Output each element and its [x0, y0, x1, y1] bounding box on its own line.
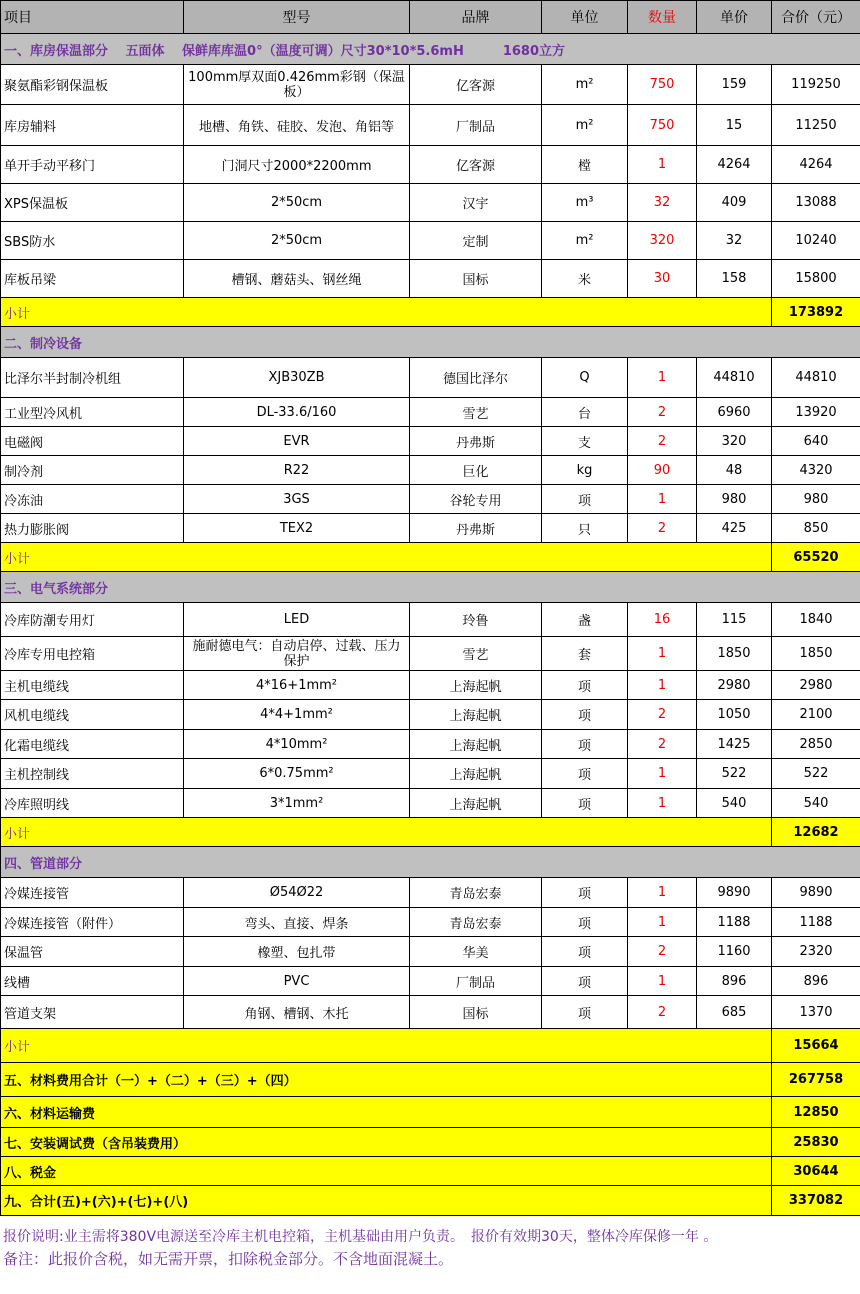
section-title: 一、库房保温部分 五面体 保鲜库库温0°（温度可调）尺寸30*10*5.6mH 1680立方	[1, 34, 860, 65]
table-row	[1, 637, 860, 671]
cell-price: 9890	[697, 878, 772, 908]
cell-model: PVC	[184, 967, 410, 996]
table-row	[1, 967, 860, 996]
total-label: 五、材料费用合计（一）+（二）+（三）+（四）	[1, 1063, 772, 1097]
table-row	[1, 996, 860, 1029]
total-value: 25830	[772, 1128, 860, 1157]
cell-total: 15800	[772, 260, 860, 298]
cell-total: 1188	[772, 908, 860, 937]
cell-total: 11250	[772, 105, 860, 146]
total-row	[1, 1186, 860, 1216]
cell-brand: 青岛宏泰	[410, 878, 542, 908]
cell-total: 2320	[772, 937, 860, 967]
cell-item: 冷库照明线	[1, 789, 184, 818]
header-cell: 单价	[697, 1, 772, 34]
cell-total: 640	[772, 427, 860, 456]
cell-qty: 1	[628, 789, 697, 818]
cell-item: 主机控制线	[1, 759, 184, 789]
total-row	[1, 1097, 860, 1128]
cell-qty: 32	[628, 184, 697, 222]
cell-total: 522	[772, 759, 860, 789]
cell-item: 化霜电缆线	[1, 730, 184, 759]
cell-price: 1425	[697, 730, 772, 759]
subtotal-row	[1, 818, 860, 847]
cell-price: 409	[697, 184, 772, 222]
cell-unit: 台	[542, 398, 628, 427]
cell-model: 100mm厚双面0.426mm彩钢（保温板）	[184, 65, 410, 105]
cell-total: 2980	[772, 671, 860, 700]
cell-total: 119250	[772, 65, 860, 105]
section-title-row	[1, 572, 860, 603]
section-title-row	[1, 34, 860, 65]
cell-model: 3*1mm²	[184, 789, 410, 818]
section-title-row	[1, 327, 860, 358]
cell-qty: 2	[628, 937, 697, 967]
cell-price: 896	[697, 967, 772, 996]
cell-price: 115	[697, 603, 772, 637]
table-row	[1, 260, 860, 298]
table-row	[1, 358, 860, 398]
cell-total: 13920	[772, 398, 860, 427]
cell-total: 9890	[772, 878, 860, 908]
subtotal-row	[1, 543, 860, 572]
subtotal-value: 65520	[772, 543, 860, 572]
cell-model: EVR	[184, 427, 410, 456]
total-row	[1, 1128, 860, 1157]
table-row	[1, 671, 860, 700]
subtotal-label: 小计	[1, 818, 772, 847]
subtotal-row	[1, 298, 860, 327]
cell-unit: 项	[542, 759, 628, 789]
cell-price: 1050	[697, 700, 772, 730]
cell-brand: 厂制品	[410, 105, 542, 146]
cell-total: 13088	[772, 184, 860, 222]
cell-model: 地槽、角铁、硅胶、发泡、角铝等	[184, 105, 410, 146]
cell-unit: 米	[542, 260, 628, 298]
cell-brand: 定制	[410, 222, 542, 260]
cell-total: 1850	[772, 637, 860, 671]
table-row	[1, 184, 860, 222]
cell-price: 1850	[697, 637, 772, 671]
cell-qty: 320	[628, 222, 697, 260]
cell-brand: 华美	[410, 937, 542, 967]
header-cell: 项目	[1, 1, 184, 34]
subtotal-label: 小计	[1, 543, 772, 572]
cell-price: 2980	[697, 671, 772, 700]
cell-model: 门洞尺寸2000*2200mm	[184, 146, 410, 184]
cell-price: 540	[697, 789, 772, 818]
cell-price: 6960	[697, 398, 772, 427]
cell-model: 2*50cm	[184, 184, 410, 222]
cell-unit: 项	[542, 937, 628, 967]
cell-total: 850	[772, 514, 860, 543]
cell-brand: 青岛宏泰	[410, 908, 542, 937]
section-title: 三、电气系统部分	[1, 572, 860, 603]
cell-qty: 2	[628, 398, 697, 427]
cell-item: 聚氨酯彩钢保温板	[1, 65, 184, 105]
cell-price: 4264	[697, 146, 772, 184]
table-row	[1, 427, 860, 456]
cell-item: 制冷剂	[1, 456, 184, 485]
cell-price: 159	[697, 65, 772, 105]
cell-qty: 2	[628, 996, 697, 1029]
cell-total: 896	[772, 967, 860, 996]
cell-price: 425	[697, 514, 772, 543]
total-label: 八、税金	[1, 1157, 772, 1186]
subtotal-row	[1, 1029, 860, 1063]
cell-brand: 上海起帆	[410, 759, 542, 789]
table-row	[1, 759, 860, 789]
cell-model: DL-33.6/160	[184, 398, 410, 427]
cell-item: 冷库专用电控箱	[1, 637, 184, 671]
cell-brand: 厂制品	[410, 967, 542, 996]
cell-brand: 汉宇	[410, 184, 542, 222]
cell-brand: 国标	[410, 260, 542, 298]
cell-brand: 上海起帆	[410, 671, 542, 700]
quote-note: 报价说明:业主需将380V电源送至冷库主机电控箱，主机基础由用户负责。 报价有效期30天，整体冷库保修一年 。	[3, 1229, 718, 1245]
table-row	[1, 222, 860, 260]
cell-brand: 玲鲁	[410, 603, 542, 637]
cell-unit: Q	[542, 358, 628, 398]
section-title: 四、管道部分	[1, 847, 860, 878]
table-row	[1, 908, 860, 937]
total-label: 六、材料运输费	[1, 1097, 772, 1128]
notes-block	[0, 1216, 860, 1270]
total-row	[1, 1157, 860, 1186]
header-cell: 品牌	[410, 1, 542, 34]
cell-item: 冷库防潮专用灯	[1, 603, 184, 637]
cell-unit: m²	[542, 105, 628, 146]
cell-brand: 上海起帆	[410, 789, 542, 818]
cell-model: 弯头、直接、焊条	[184, 908, 410, 937]
cell-qty: 1	[628, 637, 697, 671]
cell-qty: 1	[628, 759, 697, 789]
cell-brand: 雪艺	[410, 637, 542, 671]
cell-model: 2*50cm	[184, 222, 410, 260]
cell-item: SBS防水	[1, 222, 184, 260]
cell-total: 44810	[772, 358, 860, 398]
cell-model: 橡塑、包扎带	[184, 937, 410, 967]
total-value: 267758	[772, 1063, 860, 1097]
cell-unit: 只	[542, 514, 628, 543]
cell-qty: 1	[628, 358, 697, 398]
cell-price: 158	[697, 260, 772, 298]
cell-brand: 德国比泽尔	[410, 358, 542, 398]
cell-unit: 项	[542, 789, 628, 818]
cell-brand: 谷轮专用	[410, 485, 542, 514]
header-cell: 数量	[628, 1, 697, 34]
cell-total: 540	[772, 789, 860, 818]
cell-price: 522	[697, 759, 772, 789]
cell-item: 冷冻油	[1, 485, 184, 514]
cell-brand: 亿客源	[410, 65, 542, 105]
cell-qty: 1	[628, 485, 697, 514]
remark-note: 备注：此报价含税，如无需开票，扣除税金部分。不含地面混凝土。	[3, 1250, 454, 1268]
cell-qty: 1	[628, 967, 697, 996]
table-row	[1, 398, 860, 427]
total-label: 七、安装调试费（含吊装费用）	[1, 1128, 772, 1157]
cell-total: 10240	[772, 222, 860, 260]
cell-item: 热力膨胀阀	[1, 514, 184, 543]
table-row	[1, 105, 860, 146]
table-row	[1, 878, 860, 908]
cell-qty: 750	[628, 105, 697, 146]
cell-qty: 1	[628, 671, 697, 700]
header-cell: 型号	[184, 1, 410, 34]
cell-qty: 1	[628, 146, 697, 184]
subtotal-value: 173892	[772, 298, 860, 327]
cell-model: XJB30ZB	[184, 358, 410, 398]
table-row	[1, 65, 860, 105]
total-row	[1, 1063, 860, 1097]
subtotal-value: 15664	[772, 1029, 860, 1063]
table-row	[1, 789, 860, 818]
cell-price: 1188	[697, 908, 772, 937]
cell-brand: 丹弗斯	[410, 427, 542, 456]
table-row	[1, 485, 860, 514]
cell-unit: 套	[542, 637, 628, 671]
subtotal-value: 12682	[772, 818, 860, 847]
table-row	[1, 514, 860, 543]
cell-unit: 项	[542, 967, 628, 996]
cell-total: 4320	[772, 456, 860, 485]
cell-brand: 丹弗斯	[410, 514, 542, 543]
cell-unit: 项	[542, 878, 628, 908]
cell-item: 冷媒连接管	[1, 878, 184, 908]
cell-qty: 90	[628, 456, 697, 485]
cell-model: 4*16+1mm²	[184, 671, 410, 700]
cell-model: 角钢、槽钢、木托	[184, 996, 410, 1029]
cell-qty: 2	[628, 427, 697, 456]
total-value: 30644	[772, 1157, 860, 1186]
cell-qty: 16	[628, 603, 697, 637]
cell-item: 电磁阀	[1, 427, 184, 456]
cell-price: 15	[697, 105, 772, 146]
subtotal-label: 小计	[1, 298, 772, 327]
cell-unit: 项	[542, 671, 628, 700]
cell-qty: 2	[628, 730, 697, 759]
section-title: 二、制冷设备	[1, 327, 860, 358]
cell-unit: 项	[542, 908, 628, 937]
subtotal-label: 小计	[1, 1029, 772, 1063]
cell-price: 44810	[697, 358, 772, 398]
cell-total: 980	[772, 485, 860, 514]
cell-item: 风机电缆线	[1, 700, 184, 730]
cell-item: 保温管	[1, 937, 184, 967]
cell-unit: kg	[542, 456, 628, 485]
cell-model: Ø54Ø22	[184, 878, 410, 908]
cell-total: 1840	[772, 603, 860, 637]
cell-item: 主机电缆线	[1, 671, 184, 700]
total-label: 九、合计(五)+(六)+(七)+(八)	[1, 1186, 772, 1216]
cell-item: 管道支架	[1, 996, 184, 1029]
cell-item: 库板吊梁	[1, 260, 184, 298]
cell-brand: 上海起帆	[410, 700, 542, 730]
table-row	[1, 456, 860, 485]
table-row	[1, 700, 860, 730]
cell-price: 48	[697, 456, 772, 485]
cell-model: 3GS	[184, 485, 410, 514]
cell-price: 685	[697, 996, 772, 1029]
cell-unit: 项	[542, 996, 628, 1029]
cell-model: LED	[184, 603, 410, 637]
cell-item: 工业型冷风机	[1, 398, 184, 427]
table-row	[1, 146, 860, 184]
cell-total: 2100	[772, 700, 860, 730]
cell-item: 库房辅料	[1, 105, 184, 146]
cell-model: 施耐德电气：自动启停、过载、压力保护	[184, 637, 410, 671]
cell-unit: 支	[542, 427, 628, 456]
cell-unit: m³	[542, 184, 628, 222]
cell-unit: m²	[542, 65, 628, 105]
cell-unit: 项	[542, 730, 628, 759]
cell-unit: 樘	[542, 146, 628, 184]
section-title-row	[1, 847, 860, 878]
table-row	[1, 603, 860, 637]
cell-model: 4*10mm²	[184, 730, 410, 759]
cell-total: 4264	[772, 146, 860, 184]
cell-model: 槽钢、蘑菇头、钢丝绳	[184, 260, 410, 298]
cell-qty: 1	[628, 908, 697, 937]
cell-price: 32	[697, 222, 772, 260]
cell-model: 6*0.75mm²	[184, 759, 410, 789]
cell-qty: 750	[628, 65, 697, 105]
table-row	[1, 730, 860, 759]
cell-brand: 亿客源	[410, 146, 542, 184]
cell-price: 980	[697, 485, 772, 514]
header-cell: 单位	[542, 1, 628, 34]
cell-brand: 国标	[410, 996, 542, 1029]
cell-unit: m²	[542, 222, 628, 260]
cell-model: R22	[184, 456, 410, 485]
cell-item: 冷媒连接管（附件）	[1, 908, 184, 937]
cell-price: 320	[697, 427, 772, 456]
cell-unit: 项	[542, 700, 628, 730]
header-cell: 合价（元）	[772, 1, 860, 34]
cell-unit: 项	[542, 485, 628, 514]
cell-brand: 雪艺	[410, 398, 542, 427]
total-value: 337082	[772, 1186, 860, 1216]
cell-brand: 上海起帆	[410, 730, 542, 759]
cell-item: 比泽尔半封制冷机组	[1, 358, 184, 398]
cell-item: XPS保温板	[1, 184, 184, 222]
cell-brand: 巨化	[410, 456, 542, 485]
cell-model: TEX2	[184, 514, 410, 543]
cell-qty: 2	[628, 700, 697, 730]
total-value: 12850	[772, 1097, 860, 1128]
cell-model: 4*4+1mm²	[184, 700, 410, 730]
table-row	[1, 937, 860, 967]
header-row	[1, 1, 860, 34]
cell-unit: 盏	[542, 603, 628, 637]
cell-qty: 30	[628, 260, 697, 298]
cell-total: 2850	[772, 730, 860, 759]
cell-total: 1370	[772, 996, 860, 1029]
cell-item: 线槽	[1, 967, 184, 996]
cell-item: 单开手动平移门	[1, 146, 184, 184]
cell-qty: 1	[628, 878, 697, 908]
cell-qty: 2	[628, 514, 697, 543]
cell-price: 1160	[697, 937, 772, 967]
